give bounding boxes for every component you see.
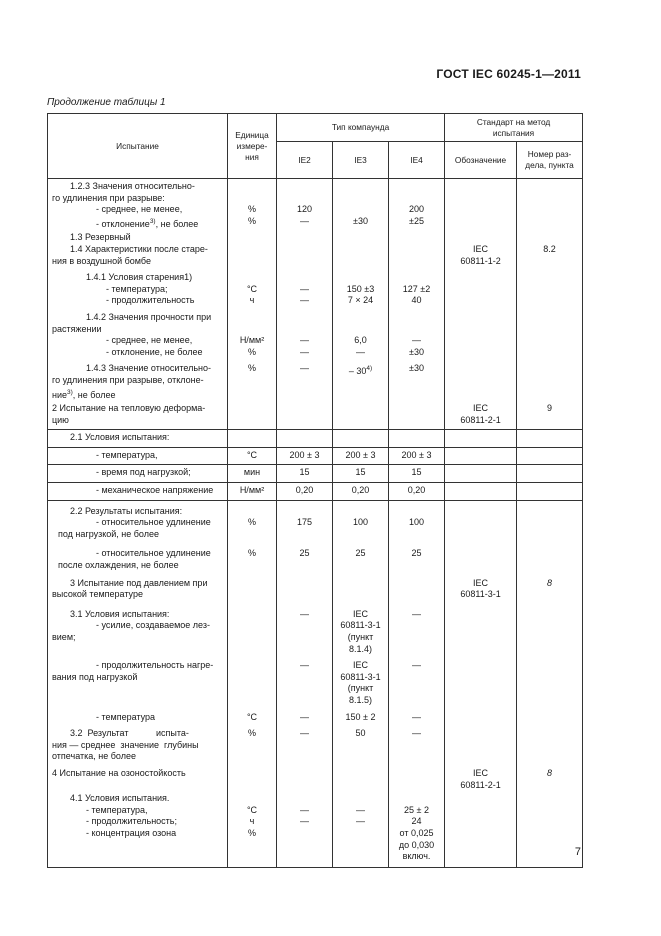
table-row: 3.2 Результат испыта- ния — среднее значение глубины отпечатка, не более % — 50 —: [48, 726, 583, 766]
table-row: 2 Испытание на тепловую деформа- цию IEC 60811-2-1 9: [48, 401, 583, 430]
table-row: 1.4.3 Значение относительно- го удлинения при разрыве, отклоне- ние$^{3)}$, не более % — – 30$^{4)}$ ±30: [48, 361, 583, 401]
header-ie2: IE2: [277, 142, 333, 179]
table-row: - механическое напряжение Н/мм² 0,20 0,20 0,20: [48, 483, 583, 501]
header-compound-type: Тип компаунда: [277, 114, 445, 142]
table-row: 2.2 Результаты испытания: - относительное удлинение под нагрузкой, не более % 175 100 100: [48, 500, 583, 543]
table-row: 1.4.1 Условия старения1) - температура; - продолжительность °C ч — — 150 ±3 7 × 24 127 ±2 40: [48, 270, 583, 310]
test-requirements-table: [47, 113, 583, 868]
page-number: 7: [574, 846, 581, 858]
header-ie4: IE4: [389, 142, 445, 179]
table-row: - время под нагрузкой; мин 15 15 15: [48, 465, 583, 483]
table-row: 4.1 Условия испытания. - температура, - продолжительность; - концентрация озона °C ч % — — — — 25 ± 2 24 от 0,025 до 0,030 включ.: [48, 791, 583, 867]
table-row: 2.1 Условия испытания:: [48, 430, 583, 448]
table-row: - температура, °C 200 ± 3 200 ± 3 200 ± 3: [48, 447, 583, 465]
table-row: 3 Испытание под давлением при высокой температуре IEC 60811-3-1 8: [48, 575, 583, 604]
table-row: 3.1 Условия испытания: - усилие, создаваемое лез- вием; — IEC 60811-3-1 (пункт 8.1.4) —: [48, 604, 583, 655]
header-test: Испытание: [48, 114, 228, 179]
table-row: - относительное удлинение после охлаждения, не более % 25 25 25: [48, 543, 583, 574]
header-unit: Единица измере- ния: [228, 114, 277, 179]
table-row: - продолжительность нагре- вания под нагрузкой — IEC 60811-3-1 (пункт 8.1.5) —: [48, 655, 583, 706]
header-section: Номер раз- дела, пункта: [517, 142, 583, 179]
table-row: 1.2.3 Значения относительно- го удлинения при разрыве: - среднее, не менее, - отклонение$^{3)}$, не более % % 120 — ±30 200 ±25: [48, 179, 583, 231]
header-standard-method: Стандарт на метод испытания: [445, 114, 583, 142]
header-ie3: IE3: [333, 142, 389, 179]
table-row: - температура °C — 150 ± 2 —: [48, 707, 583, 727]
table-row: 1.3 Резервный 1.4 Характеристики после старе- ния в воздушной бомбе IEC 60811-1-2 8.2: [48, 230, 583, 270]
document-standard-header: ГОСТ IEC 60245-1—2011: [436, 67, 581, 81]
header-designation: Обозначение: [445, 142, 517, 179]
table-row: 1.4.2 Значения прочности при растяжении - среднее, не менее, - отклонение, не более Н/мм² % — — 6,0 — — ±30: [48, 310, 583, 361]
table-caption: Продолжение таблицы 1: [47, 97, 166, 108]
table-row: 4 Испытание на озоностойкость IEC 60811-2-1 8: [48, 766, 583, 791]
